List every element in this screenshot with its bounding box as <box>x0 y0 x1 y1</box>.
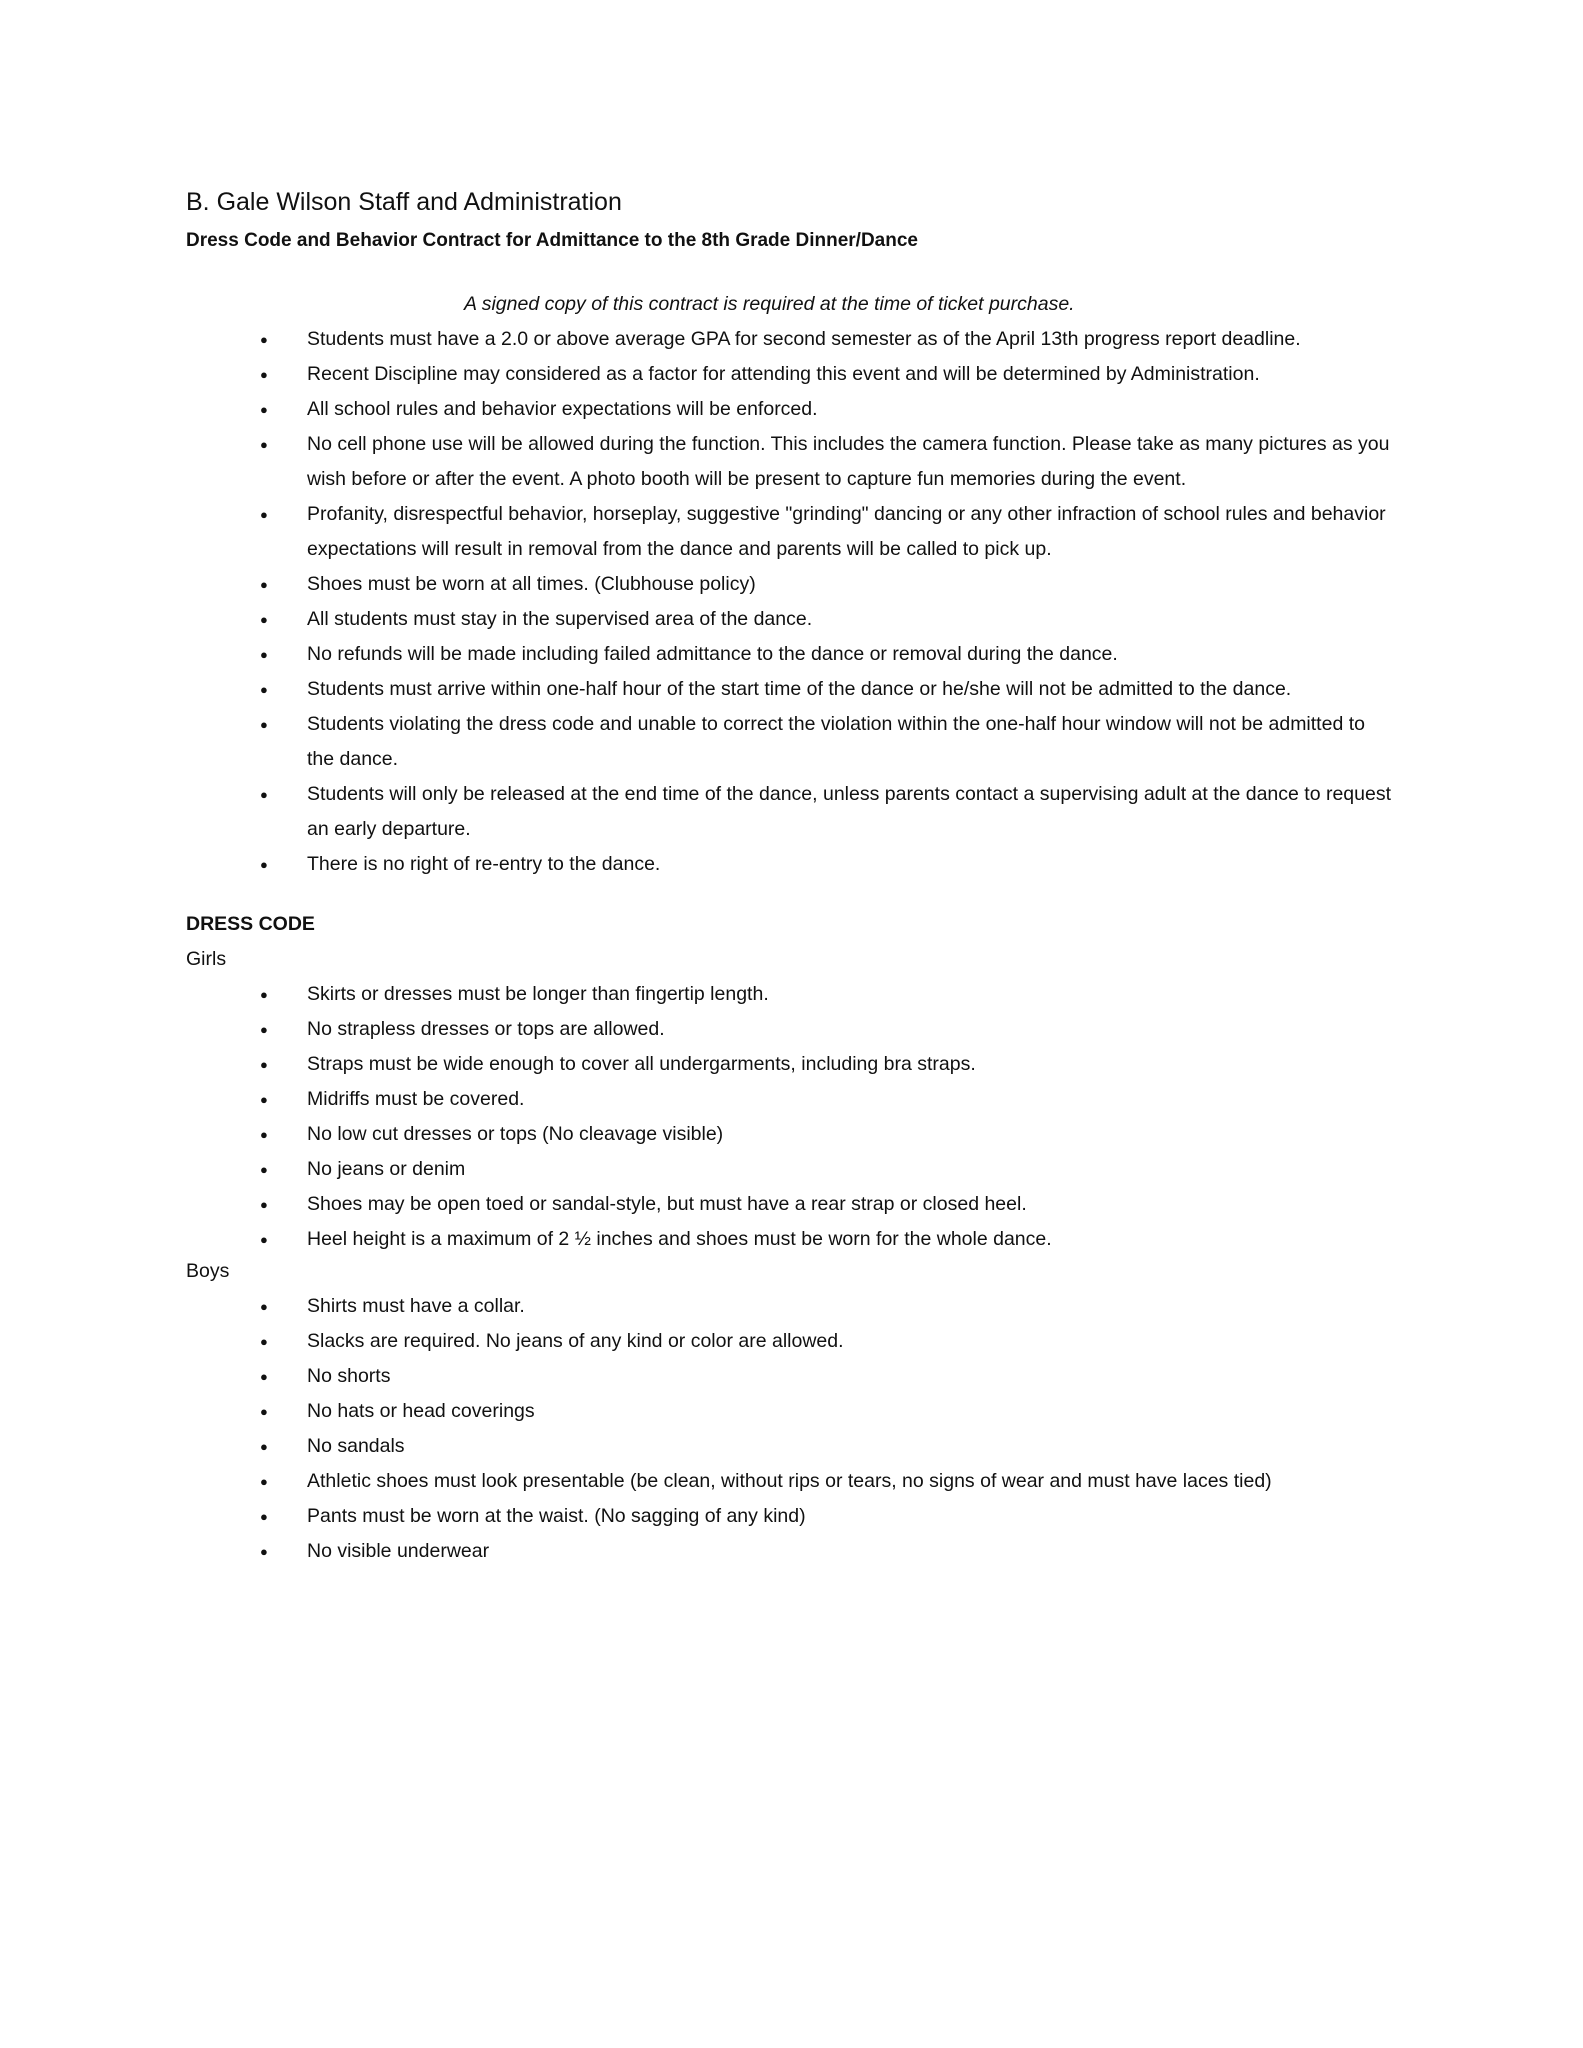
list-item: ● No refunds will be made including failed admittance to the dance or removal during the dance. <box>0 637 1392 672</box>
boys-label: Boys <box>186 1260 230 1282</box>
list-item: ● No jeans or denim <box>0 1152 1392 1187</box>
list-item: ● No sandals <box>0 1429 1392 1464</box>
list-item: ● Heel height is a maximum of 2 ½ inches and shoes must be worn for the whole dance. <box>0 1222 1392 1257</box>
list-item: ● Students violating the dress code and unable to correct the violation within the one-half hour window will not be admitted to the dance. <box>0 707 1392 777</box>
list-item: ● Skirts or dresses must be longer than fingertip length. <box>0 977 1392 1012</box>
girls-dress-code-list <box>0 977 1392 1257</box>
document-subtitle: Dress Code and Behavior Contract for Admittance to the 8th Grade Dinner/Dance <box>186 230 918 251</box>
list-item: ● Students must arrive within one-half hour of the start time of the dance or he/she will not be admitted to the dance. <box>0 672 1392 707</box>
list-item: ● There is no right of re-entry to the dance. <box>0 847 1392 882</box>
document-title: B. Gale Wilson Staff and Administration <box>186 188 622 216</box>
list-item: ● No cell phone use will be allowed during the function. This includes the camera function. Please take as many pictures as you wish before or after the event. A photo booth will be present to capture fun memories during the event. <box>0 427 1392 497</box>
list-item: ● All students must stay in the supervised area of the dance. <box>0 602 1392 637</box>
list-item: ● Shirts must have a collar. <box>0 1289 1392 1324</box>
behavior-rules-list <box>0 322 1392 882</box>
list-item: ● No shorts <box>0 1359 1392 1394</box>
dress-code-heading: DRESS CODE <box>186 913 315 935</box>
list-item: ● No visible underwear <box>0 1534 1392 1569</box>
signed-copy-notice: A signed copy of this contract is required at the time of ticket purchase. <box>464 293 1075 315</box>
list-item: ● No hats or head coverings <box>0 1394 1392 1429</box>
list-item: ● Straps must be wide enough to cover all undergarments, including bra straps. <box>0 1047 1392 1082</box>
list-item: ● Profanity, disrespectful behavior, horseplay, suggestive "grinding" dancing or any other infraction of school rules and behavior expectations will result in removal from the dance and parents will be called to pick up. <box>0 497 1392 567</box>
list-item: ● All school rules and behavior expectations will be enforced. <box>0 392 1392 427</box>
list-item: ● Pants must be worn at the waist. (No sagging of any kind) <box>0 1499 1392 1534</box>
list-item: ● No strapless dresses or tops are allowed. <box>0 1012 1392 1047</box>
list-item: ● Slacks are required. No jeans of any kind or color are allowed. <box>0 1324 1392 1359</box>
girls-label: Girls <box>186 948 227 970</box>
list-item: ● Students will only be released at the end time of the dance, unless parents contact a supervising adult at the dance to request an early departure. <box>0 777 1392 847</box>
list-item: ● Students must have a 2.0 or above average GPA for second semester as of the April 13th progress report deadline. <box>0 322 1392 357</box>
boys-dress-code-list <box>0 1289 1392 1569</box>
list-item: ● Athletic shoes must look presentable (be clean, without rips or tears, no signs of wear and must have laces tied) <box>0 1464 1392 1499</box>
list-item: ● No low cut dresses or tops (No cleavage visible) <box>0 1117 1392 1152</box>
list-item: ● Recent Discipline may considered as a factor for attending this event and will be determined by Administration. <box>0 357 1392 392</box>
list-item: ● Shoes may be open toed or sandal-style, but must have a rear strap or closed heel. <box>0 1187 1392 1222</box>
list-item: ● Midriffs must be covered. <box>0 1082 1392 1117</box>
list-item: ● Shoes must be worn at all times. (Clubhouse policy) <box>0 567 1392 602</box>
